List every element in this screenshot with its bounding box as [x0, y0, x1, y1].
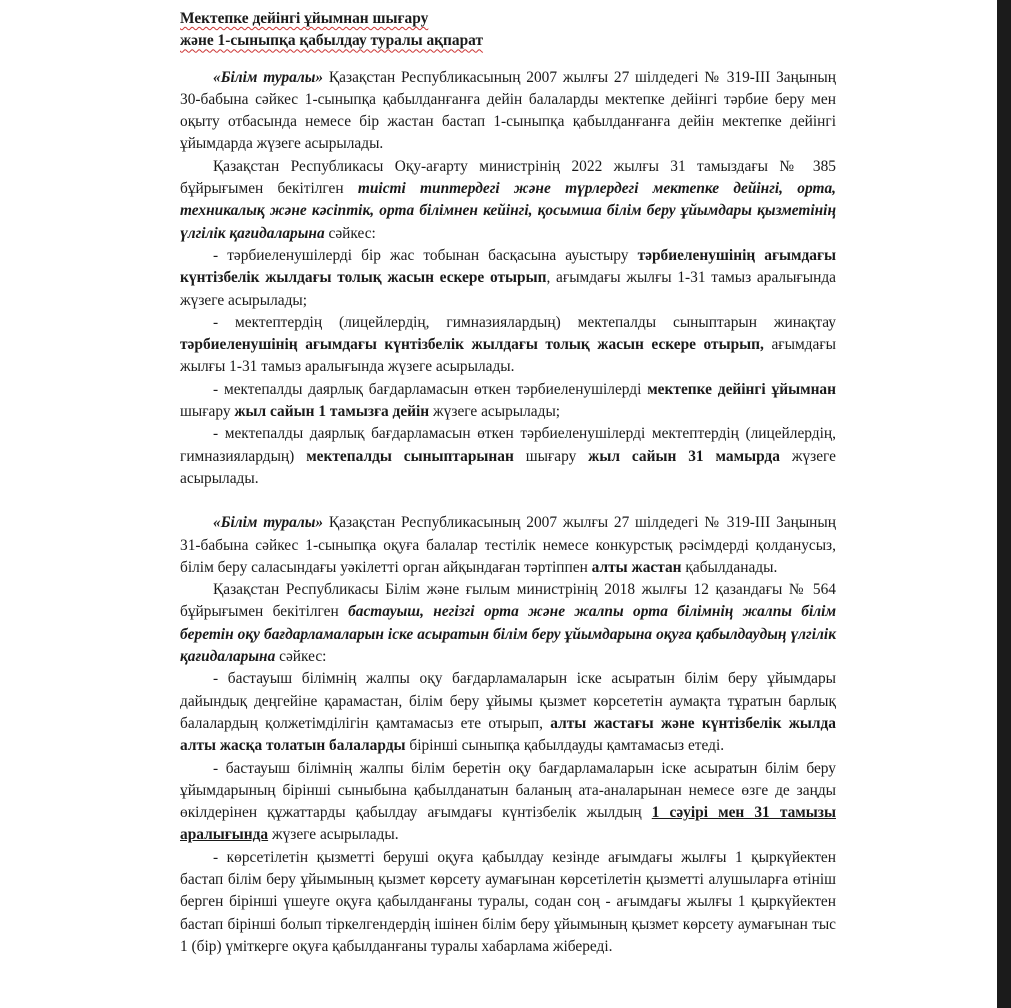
bullet-3-text-c: жүзеге асырылады; [429, 403, 561, 421]
bullet-4-text-c: жүзеге асырылады. [180, 447, 836, 487]
bullet-3-text-a: - мектепалды даярлық бағдарламасын өткен тәрбиеленушілерді [213, 380, 648, 398]
paragraph-4-text-a: Қазақстан Республикасы Білім және ғылым министрінің 2018 жылғы 12 қазандағы № 564 бұйрығымен бекітілген [180, 581, 836, 621]
bullet-5-bold: алты жастағы және күнтізбелік жылда алты жасқа толатын балаларды [180, 714, 836, 755]
paragraph-3-text-b: қабылданады. [681, 558, 778, 576]
law-name-2: «Білім туралы» [213, 514, 324, 532]
paragraph-3-bold: алты жастан [591, 558, 682, 576]
bullet-3-bold-a: мектепке дейінгі ұйымнан [647, 380, 836, 398]
bullet-5-text-a: - бастауыш білімнің жалпы оқу бағдарламаларын іске асыратын білім беру ұйымдары дайындық деңгейіне қарамастан, білім беру ұйымы қызмет көрсететін аумақта тұратын барлық балалардың қолжетімділігін қамтамасыз ете отырып, [180, 670, 836, 732]
paragraph-1-text: Қазақстан Республикасының 2007 жылғы 27 шілдедегі № 319-III Заңының 30-бабына сәйкес 1-сыныпқа қабылданғанға дейін балаларды мектепке дейінгі тәрбие беру мен оқыту отбасында немесе бір жастан бастап 1-сыныпқа қабылданғанға дейін мектепке дейінгі ұйымдарда жүзеге асырылады. [180, 68, 836, 153]
bullet-6 [180, 758, 836, 847]
bullet-2-bold: тәрбиеленушінің ағымдағы күнтізбелік жылдағы толық жасын ескере отырып, [180, 336, 764, 354]
bullet-3-text-b: шығару [180, 403, 235, 421]
bullet-5 [180, 668, 836, 757]
bullet-6-text-a: - бастауыш білімнің жалпы білім беретін оқу бағдарламаларын іске асыратын білім беру ұйымдарының бірінші сыныбына қабылданатын баланың ата-аналарынан немесе өзге де заңды өкілдерінен құжаттарды қабылдау ағымдағы күнтізбелік жылдың [180, 759, 836, 822]
bullet-1-text-b: , ағымдағы жылғы 1-31 тамыз аралығында жүзеге асырылады; [180, 269, 836, 309]
law-name: «Білім туралы» [213, 68, 324, 86]
paragraph-3-text-a: Қазақстан Республикасының 2007 жылғы 27 шілдедегі № 319-III Заңының 31-бабына сәйкес 1-сыныпқа оқуға балалар тестілік немесе конкурстық рәсімдерді қолданусыз, білім беру саласындағы уәкілетті орган айқындаған тәртіппен [180, 514, 836, 576]
bullet-4 [180, 423, 836, 490]
bullet-4-text-a: - мектепалды даярлық бағдарламасын өткен тәрбиеленушілерді мектептердің (лицейлердің, гимназиялардың) [180, 425, 836, 465]
paragraph-4-text-b: сәйкес: [275, 648, 327, 666]
document-page [180, 8, 836, 958]
bullet-3 [180, 379, 836, 424]
paragraph-1 [180, 67, 836, 156]
bullet-4-text-b: шығару [513, 447, 589, 465]
bullet-3-bold-b: жыл сайын 1 тамызға дейін [234, 403, 430, 421]
paragraph-2-text-a: Қазақстан Республикасы Оқу-ағарту министрінің 2022 жылғы 31 тамыздағы № 385 бұйрығымен бекітілген [180, 157, 836, 198]
bullet-2 [180, 312, 836, 379]
paragraph-4-rules-title: бастауыш, негізгі орта және жалпы орта білімнің жалпы білім беретін оқу бағдарламаларын іске асыратын білім беру ұйымдарына оқуға қабылдаудың үлгілік қағидаларына [180, 603, 836, 666]
bullet-2-text-b: ағымдағы жылғы 1-31 тамыз аралығында жүзеге асырылады. [180, 336, 836, 376]
bullet-1-bold: тәрбиеленушінің ағымдағы күнтізбелік жылдағы толық жасын ескере отырып [180, 246, 836, 287]
bullet-6-bold-underlined: 1 сәуірі мен 31 тамызы аралығында [180, 804, 836, 844]
section-gap [180, 490, 836, 512]
paragraph-4 [180, 579, 836, 668]
bullet-2-text-a: - мектептердің (лицейлердің, гимназиялардың) мектепалды сыныптарын жинақтау [213, 313, 836, 331]
paragraph-2-text-b: сәйкес: [324, 224, 376, 242]
right-edge-border [997, 0, 1011, 1008]
bullet-4-bold-b: жыл сайын 31 мамырда [588, 447, 780, 465]
bullet-7 [180, 847, 836, 958]
bullet-1-text-a: - тәрбиеленушілерді бір жас тобынан басқасына ауыстыру [213, 246, 638, 264]
paragraph-2 [180, 156, 836, 245]
bullet-4-bold-a: мектепалды сыныптарынан [306, 447, 514, 465]
bullet-6-text-b: жүзеге асырылады. [268, 826, 399, 844]
bullet-7-text: - көрсетілетін қызметті беруші оқуға қабылдау кезінде ағымдағы жылғы 1 қыркүйектен бастап білім беру ұйымының қызмет көрсету аумағынан көрсетілетін қызметті алушыларға өтініш берген бірінші үшеуге оқуға қабылданғаны туралы, содан соң - ағымдағы жылғы 1 қыркүйектен бастап бірінші болып тіркелгендердің ішінен білім беру ұйымының қызмет көрсету аумағынан тыс 1 (бір) үміткерге оқуға қабылданғаны туралы хабарлама жібереді. [180, 848, 836, 955]
paragraph-3 [180, 512, 836, 579]
title-line-2: және 1-сыныпқа қабылдау туралы ақпарат [180, 32, 484, 50]
bullet-1 [180, 245, 836, 312]
paragraph-2-rules-title: тиісті типтердегі және түрлердегі мектепке дейінгі, орта, техникалық және кәсіптік, орта білімнен кейінгі, қосымша білім беру ұйымдары қызметінің үлгілік қағидаларына [180, 180, 836, 242]
document-title [180, 8, 836, 53]
title-line-1: Мектепке дейінгі ұйымнан шығару [180, 10, 429, 27]
bullet-5-text-b: бірінші сыныпқа қабылдауды қамтамасыз етеді. [405, 737, 725, 755]
